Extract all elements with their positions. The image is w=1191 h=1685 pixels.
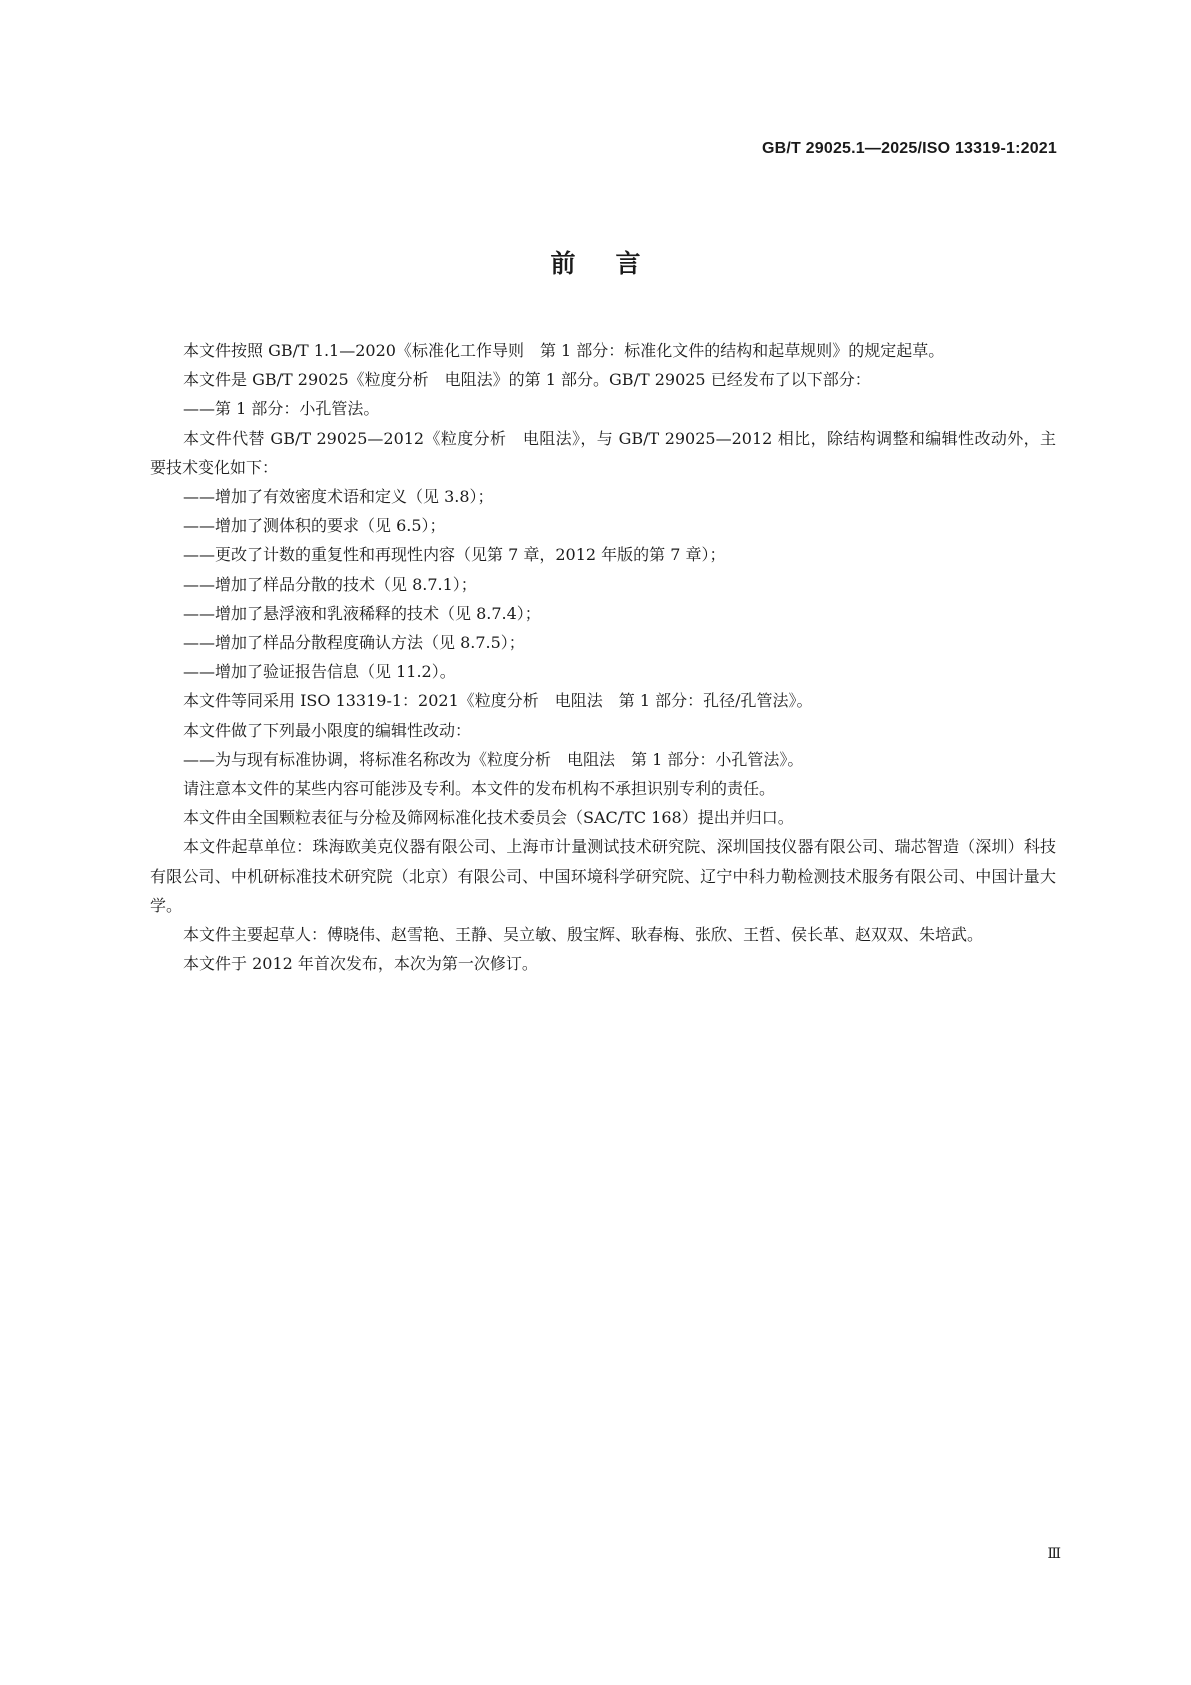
paragraph-drafting-rules: 本文件按照 GB/T 1.1—2020《标准化工作导则 第 1 部分：标准化文件的结构和起草规则》的规定起草。 [183,341,945,360]
list-item-change-3: ——更改了计数的重复性和再现性内容（见第 7 章，2012 年版的第 7 章）； [183,545,726,565]
list-item-change-6: ——增加了样品分散程度确认方法（见 8.7.5）； [183,633,525,653]
page-title: 前言 [550,249,681,278]
page-number: Ⅲ [1047,1546,1061,1562]
list-item-change-2: ——增加了测体积的要求（见 6.5）； [183,516,446,536]
list-item-change-1: ——增加了有效密度术语和定义（见 3.8）； [183,487,494,507]
paragraph-series-part: 本文件是 GB/T 29025《粒度分析 电阻法》的第 1 部分。GB/T 29025 已经发布了以下部分： [183,370,871,390]
list-item-change-5: ——增加了悬浮液和乳液稀释的技术（见 8.7.4）； [183,603,541,623]
list-item-editorial-change: ——为与现有标准协调，将标准名称改为《粒度分析 电阻法 第 1 部分：小孔管法》。 [183,749,804,769]
list-item-part-1: ——第 1 部分：小孔管法。 [183,399,380,419]
paragraph-drafters: 本文件主要起草人：傅晓伟、赵雪艳、王静、吴立敏、殷宝辉、耿春梅、张欣、王哲、侯长革、赵双双、朱培武。 [183,925,984,945]
paragraph-identical-adoption: 本文件等同采用 ISO 13319-1：2021《粒度分析 电阻法 第 1 部分：孔径/孔管法》。 [183,691,813,711]
paragraph-replaces: 本文件代替 GB/T 29025—2012《粒度分析 电阻法》，与 GB/T 29025—2012 相比，除结构调整和编辑性改动外，主要技术变化如下： [150,428,1056,477]
list-item-change-4: ——增加了样品分散的技术（见 8.7.1）； [183,574,477,594]
list-item-change-7: ——增加了验证报告信息（见 11.2）。 [183,662,456,682]
paragraph-committee: 本文件由全国颗粒表征与分检及筛网标准化技术委员会（SAC/TC 168）提出并归口。 [183,808,794,828]
paragraph-publication-history: 本文件于 2012 年首次发布，本次为第一次修订。 [183,954,538,974]
foreword-body [150,336,1056,978]
paragraph-drafting-organizations: 本文件起草单位：珠海欧美克仪器有限公司、上海市计量测试技术研究院、深圳国技仪器有限公司、瑞芯智造（深圳）科技有限公司、中机研标准技术研究院（北京）有限公司、中国环境科学研究院、辽宁中科力勒检测技术服务有限公司、中国计量大学。 [150,837,1056,915]
paragraph-editorial-changes: 本文件做了下列最小限度的编辑性改动： [183,720,472,740]
paragraph-patent-notice: 请注意本文件的某些内容可能涉及专利。本文件的发布机构不承担识别专利的责任。 [183,779,776,799]
document-number: GB/T 29025.1—2025/ISO 13319-1:2021 [762,140,1057,157]
